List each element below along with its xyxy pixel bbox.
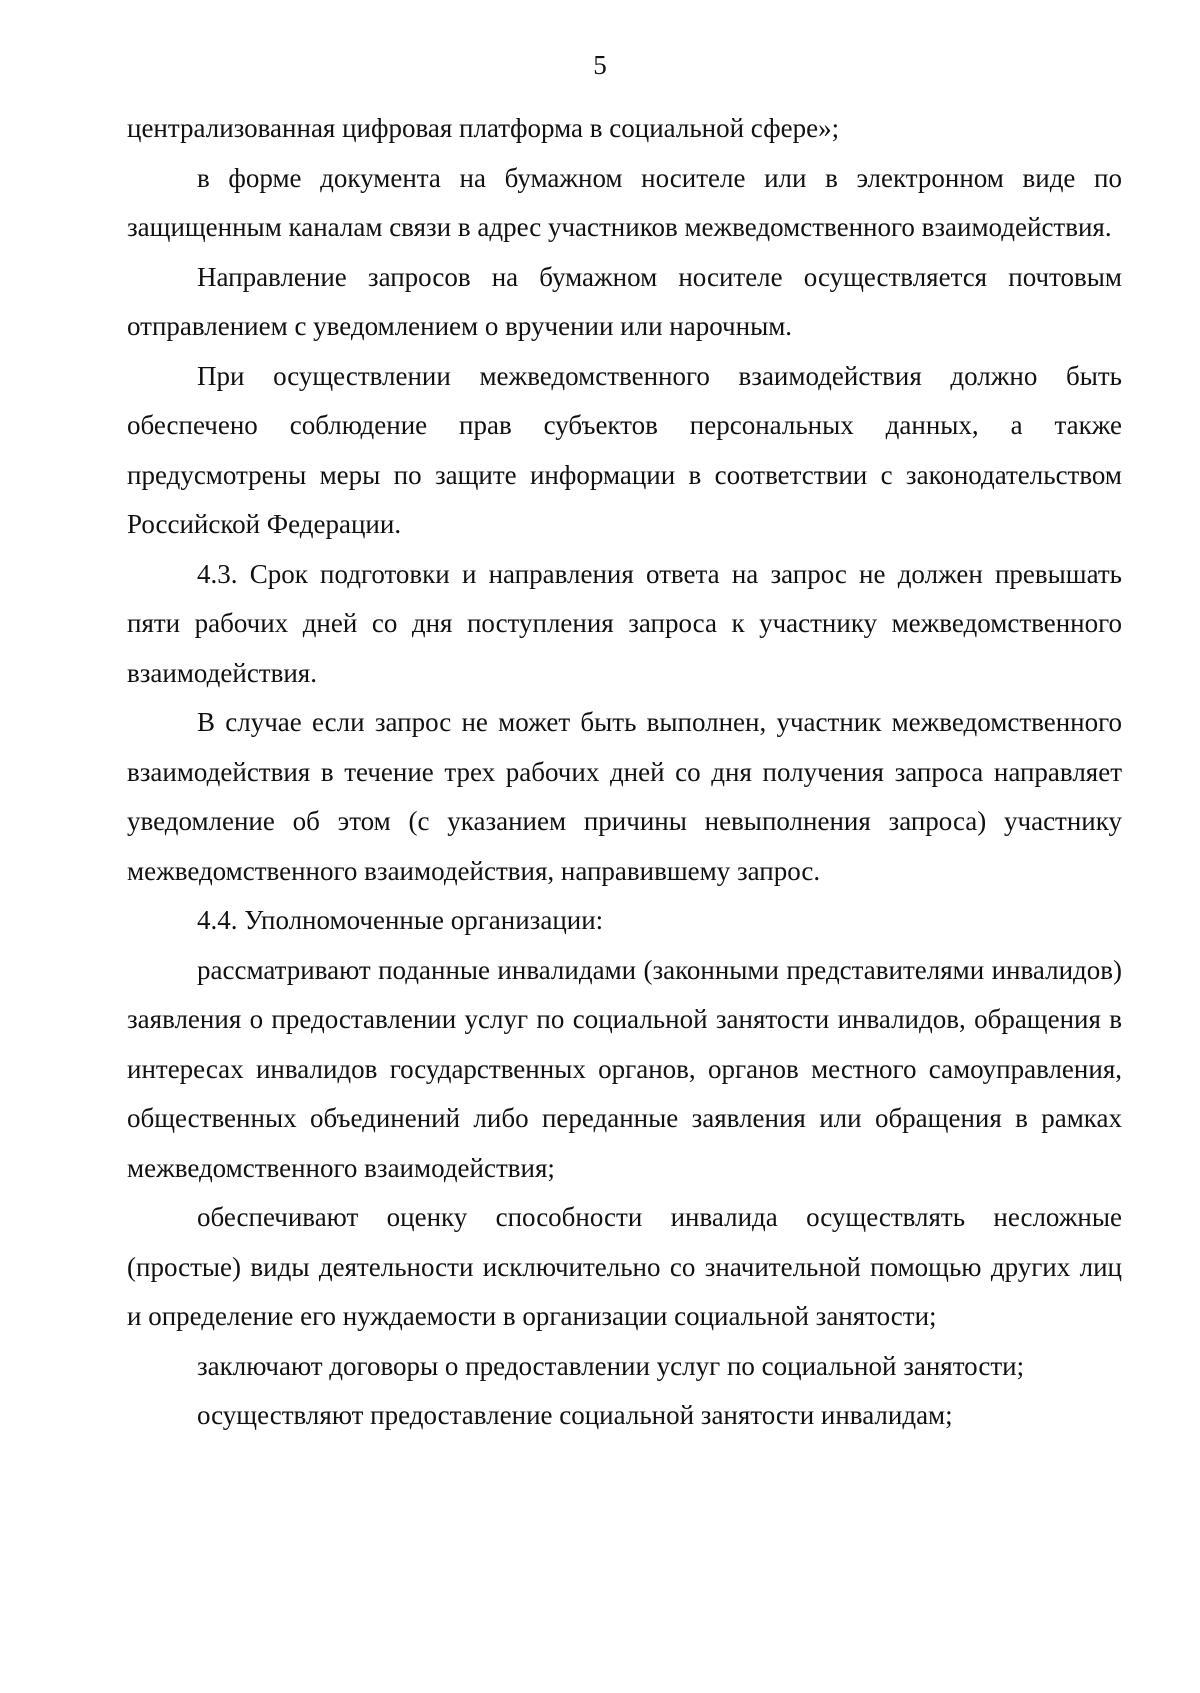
page-number: 5 [593,50,607,80]
list-item: рассматривают поданные инвалидами (законными представителями инвалидов) заявления о предоставлении услуг по социальной занятости инвалидов, обращения в интересах инвалидов государственных органов, органов местного самоуправления, общественных объединений либо переданные заявления или обращения в рамках межведомственного взаимодействия; [127,954,1122,1183]
document-body [127,104,1122,1441]
list-item: осуществляют предоставление социальной занятости инвалидам; [197,1400,953,1430]
paragraph: При осуществлении межведомственного взаимодействия должно быть обеспечено соблюдение прав субъектов персональных данных, а также предусмотрены меры по защите информации в соответствии с законодательством Российской Федерации. [127,360,1122,539]
paragraph-continuation: централизованная цифровая платформа в социальной сфере»; [127,113,840,143]
paragraph-section-4-3: 4.3. Срок подготовки и направления ответа на запрос не должен превышать пяти рабочих дней со дня поступления запроса к участнику межведомственного взаимодействия. [127,558,1122,688]
paragraph: В случае если запрос не может быть выполнен, участник межведомственного взаимодействия в течение трех рабочих дней со дня получения запроса направляет уведомление об этом (с указанием причины невыполнения запроса) участнику межведомственного взаимодействия, направившему запрос. [127,707,1122,886]
list-item: заключают договоры о предоставлении услуг по социальной занятости; [197,1350,1025,1381]
list-item: обеспечивают оценку способности инвалида осуществлять несложные (простые) виды деятельности исключительно со значительной помощью других лиц и определение его нуждаемости в организации социальной занятости; [127,1202,1122,1331]
paragraph-section-4-4: 4.4. Уполномоченные организации: [197,905,604,935]
paragraph: Направление запросов на бумажном носителе осуществляется почтовым отправлением с уведомлением о вручении или нарочным. [127,261,1122,341]
paragraph: в форме документа на бумажном носителе или в электронном виде по защищенным каналам связи в адрес участников межведомственного взаимодействия. [127,162,1122,242]
